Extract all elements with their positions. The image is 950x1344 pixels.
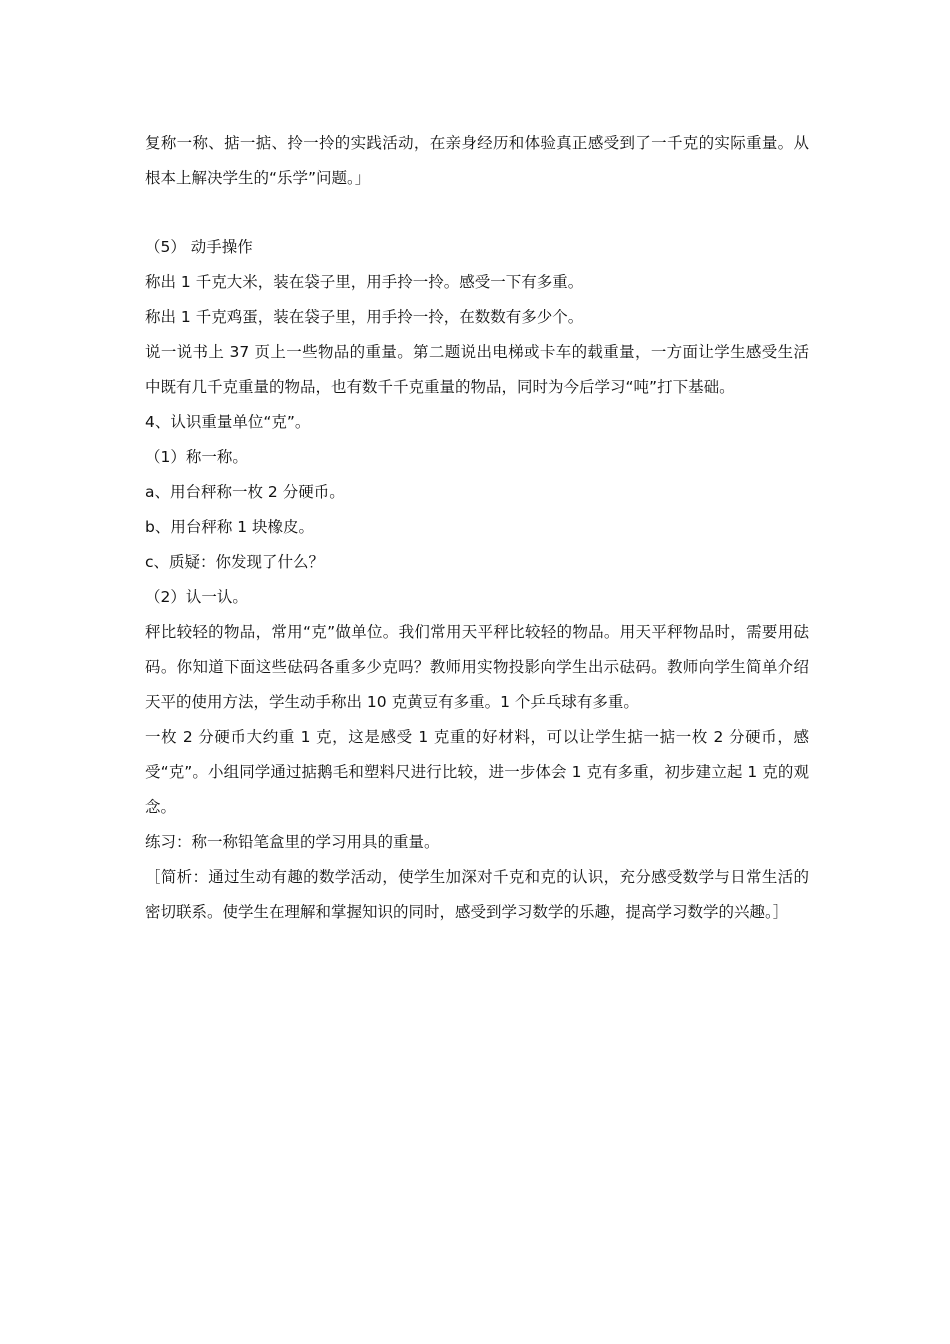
list-item-eraser: b、用台秤称 1 块橡皮。	[145, 518, 315, 536]
subheading-weigh: （1）称一称。	[145, 448, 248, 466]
paragraph-gap	[145, 196, 809, 230]
paragraph-balance-scale: 秤比较轻的物品，常用“克”做单位。我们常用天平秤比较轻的物品。用天平秤物品时，需要用砝码。你知道下面这些砝码各重多少克吗？教师用实物投影向学生出示砝码。教师向学生简单介绍天平的使用方法，学生动手称出 10 克黄豆有多重。1 个乒乓球有多重。	[145, 623, 809, 711]
paragraph-exercise: 练习：称一称铅笔盒里的学习用具的重量。	[145, 833, 440, 851]
paragraph-weigh-eggs: 称出 1 千克鸡蛋，装在袋子里，用手拎一拎，在数数有多少个。	[145, 308, 584, 326]
paragraph-weigh-rice: 称出 1 千克大米，装在袋子里，用手拎一拎。感受一下有多重。	[145, 273, 584, 291]
list-item-question: c、质疑：你发现了什么？	[145, 553, 325, 571]
paragraph-one-gram: 一枚 2 分硬币大约重 1 克，这是感受 1 克重的好材料，可以让学生掂一掂一枚 2 分硬币，感受“克”。小组同学通过掂鹅毛和塑料尺进行比较，进一步体会 1 克有多重，初步建立起 1 克的观念。	[145, 728, 809, 816]
section-heading-gram: 4、认识重量单位“克”。	[145, 413, 311, 431]
section-heading-hands-on: （5） 动手操作	[145, 238, 253, 256]
list-item-coin: a、用台秤称一枚 2 分硬币。	[145, 483, 345, 501]
subheading-recognize: （2）认一认。	[145, 588, 248, 606]
document-body	[145, 126, 809, 930]
paragraph-practice-summary: 复称一称、掂一掂、拎一拎的实践活动，在亲身经历和体验真正感受到了一千克的实际重量。从根本上解决学生的“乐学”问题。」	[145, 134, 809, 187]
paragraph-book-page-37: 说一说书上 37 页上一些物品的重量。第二题说出电梯或卡车的载重量，一方面让学生感受生活中既有几千克重量的物品，也有数千千克重量的物品，同时为今后学习“吨”打下基础。	[145, 343, 809, 396]
paragraph-analysis: ［简析：通过生动有趣的数学活动，使学生加深对千克和克的认识，充分感受数学与日常生活的密切联系。使学生在理解和掌握知识的同时，感受到学习数学的乐趣，提高学习数学的兴趣。］	[145, 868, 809, 921]
